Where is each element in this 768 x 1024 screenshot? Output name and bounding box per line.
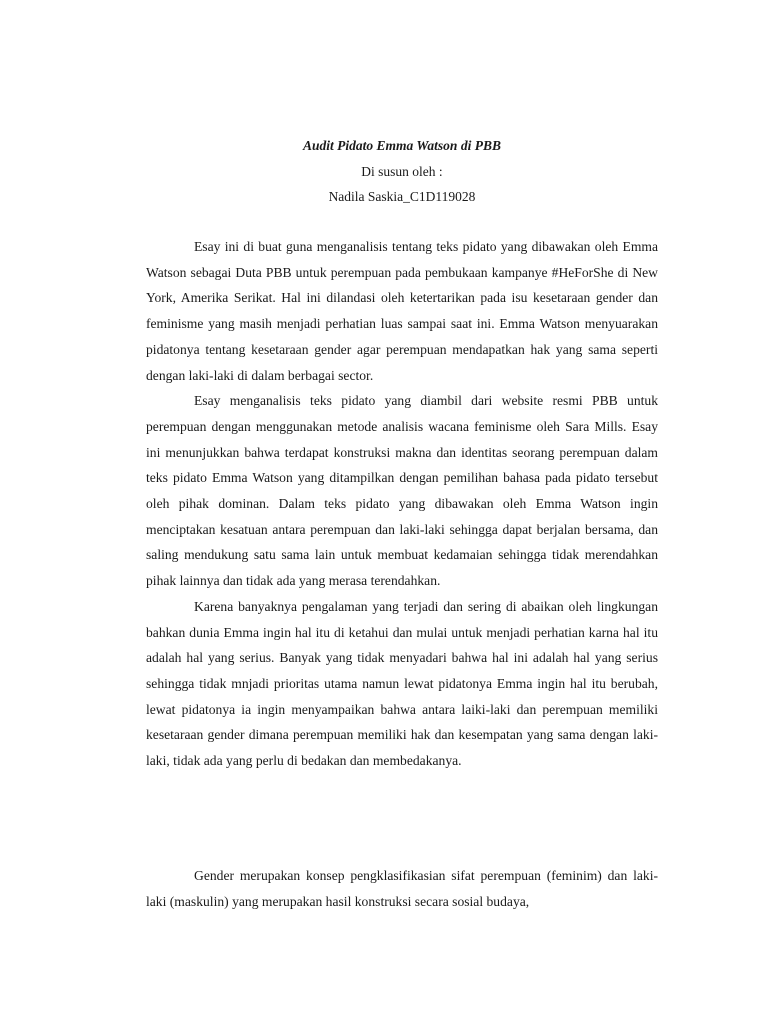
body-block-main — [146, 234, 658, 774]
paragraph: Esay ini di buat guna menganalisis tentang teks pidato yang dibawakan oleh Emma Watson sebagai Duta PBB untuk perempuan pada pembukaan kampanye #HeForShe di New York, Amerika Serikat. Hal ini dilandasi oleh ketertarikan pada isu kesetaraan gender dan feminisme yang masih menjadi perhatian luas sampai saat ini. Emma Watson menyuarakan pidatonya tentang kesetaraan gender agar perempuan mendapatkan hak yang sama seperti dengan laki-laki di dalam berbagai sector. — [146, 239, 658, 383]
byline-label: Di susun oleh : — [361, 164, 443, 179]
paragraph: Gender merupakan konsep pengklasifikasian sifat perempuan (feminim) dan laki-laki (maskulin) yang merupakan hasil konstruksi secara sosial budaya, — [146, 868, 658, 909]
paragraph: Esay menganalisis teks pidato yang diambil dari website resmi PBB untuk perempuan dengan menggunakan metode analisis wacana feminisme oleh Sara Mills. Esay ini menunjukkan bahwa terdapat konstruksi makna dan identitas seorang perempuan dalam teks pidato Emma Watson yang ditampilkan dengan pemilihan bahasa pada pidato tersebut oleh pihak dominan. Dalam teks pidato yang dibawakan oleh Emma Watson ingin menciptakan kesatuan antara perempuan dan laki-laki sehingga dapat berjalan bersama, dan saling mendukung satu sama lain untuk membuat kedamaian sehingga tidak merendahkan pihak lainnya dan tidak ada yang merasa terendahkan. — [146, 393, 658, 589]
author-name: Nadila Saskia_C1D119028 — [328, 189, 476, 204]
document-title: Audit Pidato Emma Watson di PBB — [303, 138, 501, 153]
body-block-gender — [146, 863, 658, 914]
paragraph: Karena banyaknya pengalaman yang terjadi dan sering di abaikan oleh lingkungan bahkan dunia Emma ingin hal itu di ketahui dan mulai untuk menjadi perhatian karna hal itu adalah hal yang serius. Banyak yang tidak menyadari bahwa hal ini adalah hal yang serius sehingga tidak mnjadi prioritas utama namun lewat pidatonya Emma ingin hal itu berubah, lewat pidatonya ia ingin menyampaikan bahwa antara laiki-laki dan perempuan memiliki kesetaraan gender dimana perempuan memiliki hak dan kesempatan yang sama dengan laki-laki, tidak ada yang perlu di bedakan dan membedakanya. — [146, 598, 658, 769]
